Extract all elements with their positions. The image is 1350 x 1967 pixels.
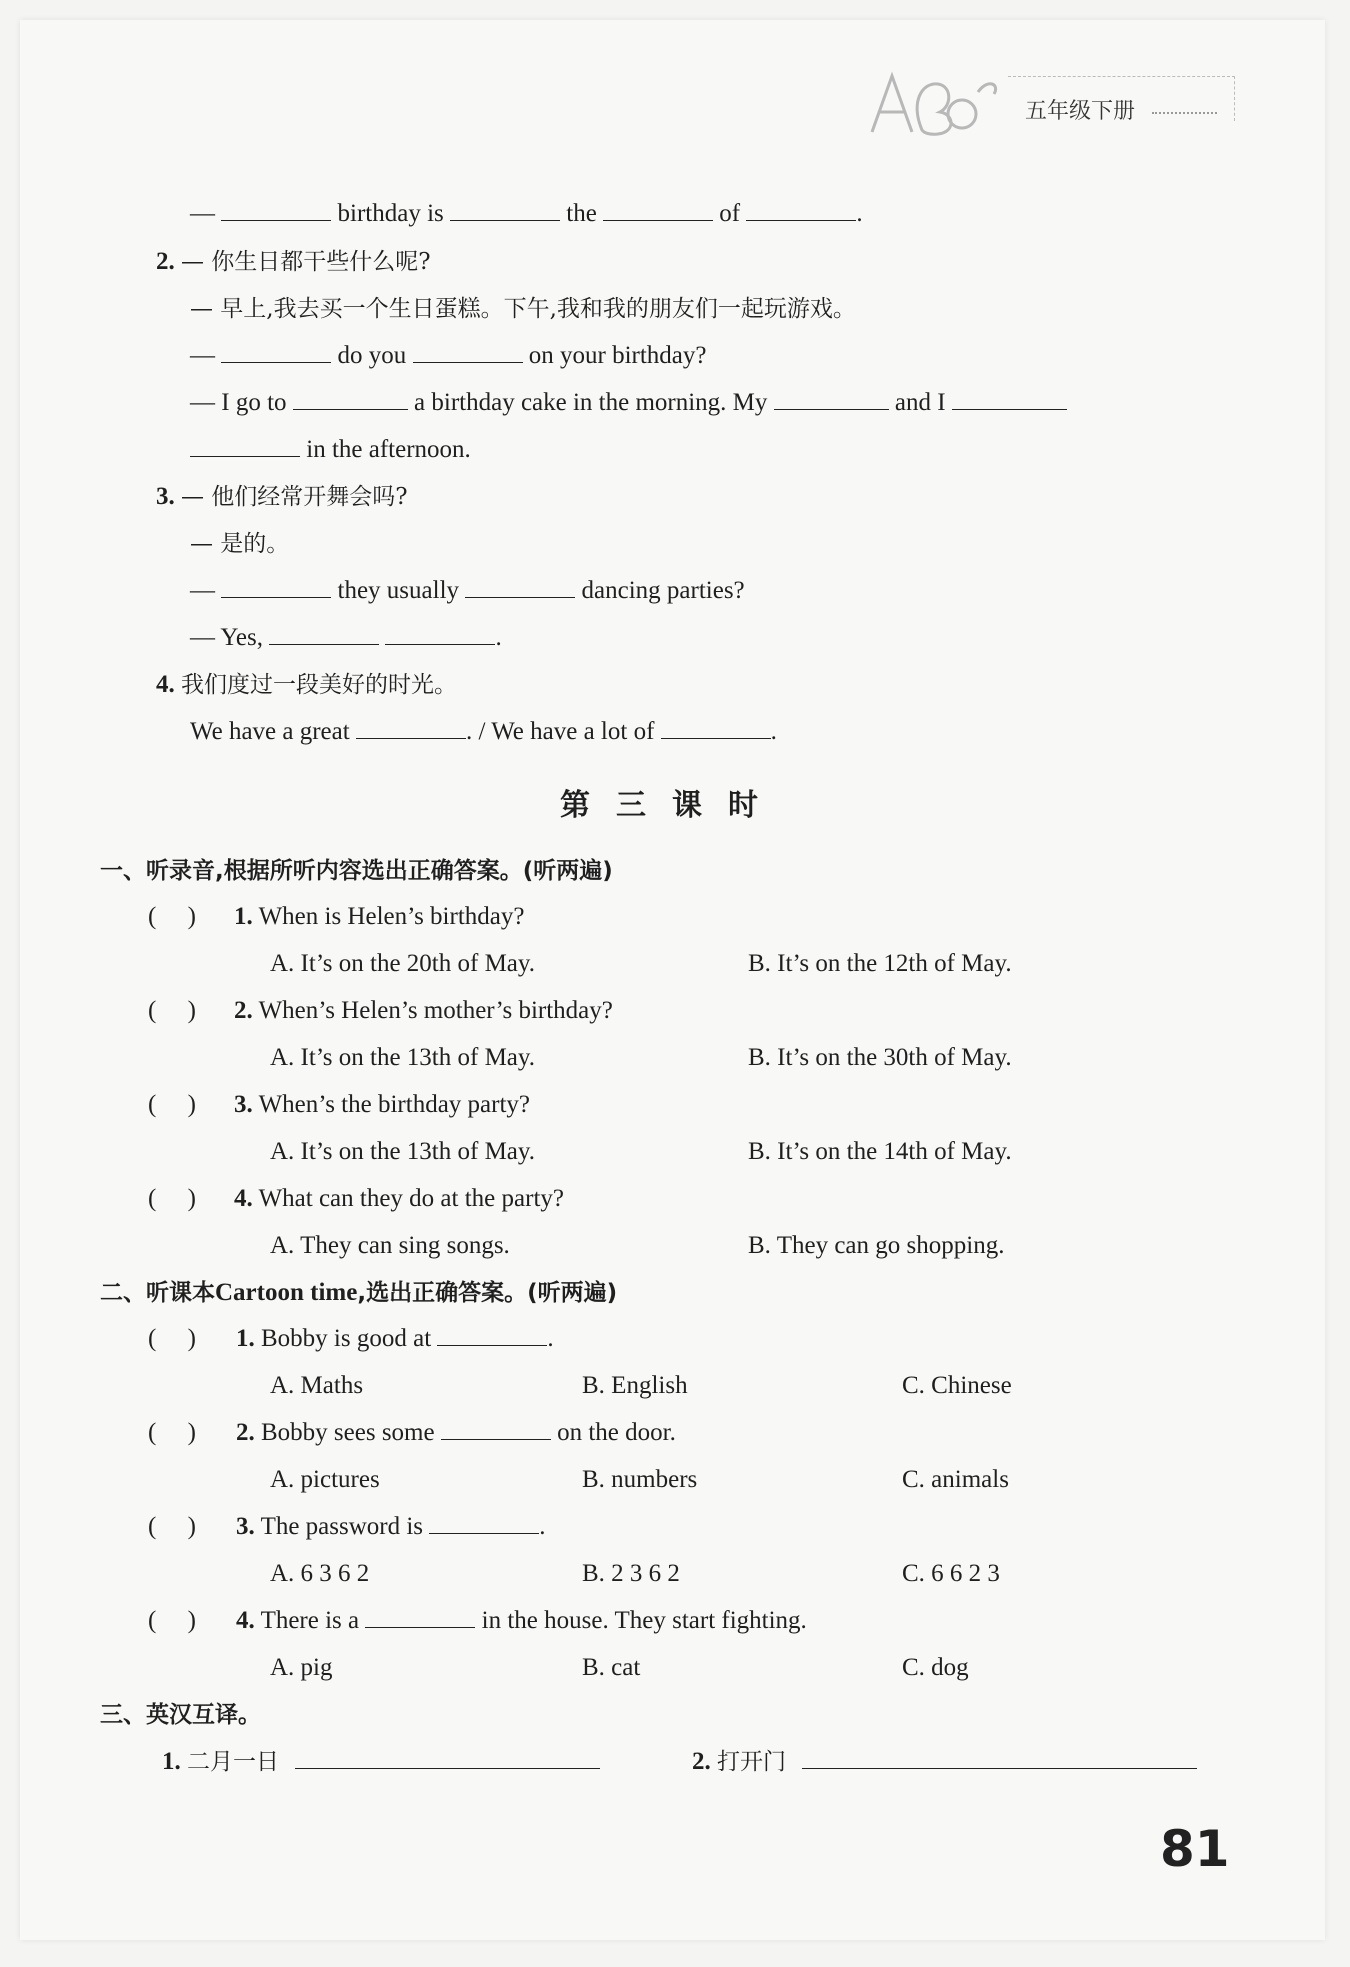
answer-blank[interactable] bbox=[365, 1605, 475, 1628]
s1-q4 bbox=[234, 1183, 564, 1215]
option-a: A. Maths bbox=[270, 1372, 364, 1399]
question-text: in the house. They start fighting. bbox=[481, 1607, 807, 1634]
text: on your birthday? bbox=[528, 342, 707, 369]
title-text: 二、听课本 bbox=[100, 1280, 215, 1306]
question-number: 2. bbox=[236, 1419, 255, 1446]
question-text: There is a bbox=[260, 1607, 360, 1634]
text: they usually bbox=[337, 577, 460, 604]
page-header bbox=[860, 62, 1240, 142]
option-b: B. numbers bbox=[582, 1466, 698, 1493]
section2-title bbox=[100, 1277, 617, 1309]
s2-q2 bbox=[236, 1417, 676, 1449]
series-logo bbox=[860, 62, 1010, 142]
question-text: When’s Helen’s mother’s birthday? bbox=[258, 997, 613, 1024]
text: a birthday cake in the morning. My bbox=[414, 389, 768, 416]
question-number: 3. bbox=[236, 1513, 255, 1540]
answer-blank[interactable] bbox=[437, 1323, 547, 1346]
chinese-text: 打开门 bbox=[717, 1749, 786, 1775]
text: — Yes, bbox=[190, 624, 263, 651]
option-b: B. cat bbox=[582, 1654, 641, 1681]
q2-en-answer-line2 bbox=[190, 434, 471, 466]
q2-cn-question bbox=[156, 246, 431, 278]
s2-q4 bbox=[236, 1605, 807, 1637]
chinese-text: — 你生日都干些什么呢? bbox=[181, 249, 431, 275]
option-a: A. pig bbox=[270, 1654, 333, 1681]
q2-cn-answer: — 早上,我去买一个生日蛋糕。下午,我和我的朋友们一起玩游戏。 bbox=[190, 296, 856, 322]
question-number: 3. bbox=[156, 483, 175, 510]
q3-cn-question bbox=[156, 481, 408, 513]
answer-blank[interactable] bbox=[952, 387, 1067, 410]
s2-q3 bbox=[236, 1511, 546, 1543]
answer-blank[interactable] bbox=[385, 622, 495, 645]
dash: — bbox=[190, 577, 215, 604]
header-dots bbox=[1152, 112, 1217, 114]
question-number: 1. bbox=[236, 1325, 255, 1352]
question-text: When is Helen’s birthday? bbox=[258, 903, 525, 930]
chinese-text: — 他们经常开舞会吗? bbox=[181, 484, 408, 510]
q3-en-question bbox=[190, 575, 745, 607]
question-text: What can they do at the party? bbox=[258, 1185, 564, 1212]
answer-blank[interactable] bbox=[429, 1511, 539, 1534]
option-b: B. It’s on the 14th of May. bbox=[748, 1138, 1012, 1165]
answer-paren[interactable]: ( ) bbox=[148, 1607, 196, 1634]
option-b: B. 2 3 6 2 bbox=[582, 1560, 680, 1587]
answer-paren[interactable]: ( ) bbox=[148, 1185, 196, 1212]
section1-title: 一、听录音,根据所听内容选出正确答案。(听两遍) bbox=[100, 858, 613, 884]
option-b: B. They can go shopping. bbox=[748, 1232, 1005, 1259]
q4-en bbox=[190, 716, 777, 748]
grade-label: 五年级下册 bbox=[1025, 99, 1136, 124]
s3-q2 bbox=[692, 1746, 1197, 1778]
option-a: A. 6 3 6 2 bbox=[270, 1560, 370, 1587]
option-b: B. It’s on the 30th of May. bbox=[748, 1044, 1012, 1071]
answer-blank[interactable] bbox=[190, 434, 300, 457]
text: — I go to bbox=[190, 389, 287, 416]
option-a: A. They can sing songs. bbox=[270, 1232, 510, 1259]
s1-q3 bbox=[234, 1089, 530, 1121]
answer-line[interactable] bbox=[295, 1746, 600, 1769]
dash: — bbox=[190, 200, 215, 227]
s1-q1 bbox=[234, 901, 524, 933]
chinese-text: 二月一日 bbox=[187, 1749, 279, 1775]
question-text: Bobby sees some bbox=[261, 1419, 435, 1446]
page-number: 81 bbox=[1160, 1820, 1230, 1878]
answer-paren[interactable]: ( ) bbox=[148, 1325, 196, 1352]
text: the bbox=[566, 200, 597, 227]
option-c: C. dog bbox=[902, 1654, 969, 1681]
option-a: A. It’s on the 13th of May. bbox=[270, 1044, 536, 1071]
question-number: 1. bbox=[162, 1748, 181, 1775]
text: in the afternoon. bbox=[306, 436, 471, 463]
question-number: 4. bbox=[156, 671, 175, 698]
chinese-text: 我们度过一段美好的时光。 bbox=[181, 672, 457, 698]
answer-blank[interactable] bbox=[603, 198, 713, 221]
option-a: A. pictures bbox=[270, 1466, 380, 1493]
answer-blank[interactable] bbox=[356, 716, 466, 739]
question-number: 1. bbox=[234, 903, 253, 930]
question-text: . bbox=[539, 1513, 546, 1540]
q2-en-answer-line1 bbox=[190, 387, 1067, 419]
answer-line[interactable] bbox=[802, 1746, 1197, 1769]
q2-en-question bbox=[190, 340, 706, 372]
question-number: 2. bbox=[234, 997, 253, 1024]
question-number: 3. bbox=[234, 1091, 253, 1118]
answer-blank[interactable] bbox=[269, 622, 379, 645]
question-number: 4. bbox=[234, 1185, 253, 1212]
option-c: C. Chinese bbox=[902, 1372, 1012, 1399]
answer-blank[interactable] bbox=[413, 340, 523, 363]
question-text: Bobby is good at bbox=[261, 1325, 432, 1352]
option-b: B. English bbox=[582, 1372, 688, 1399]
q3-en-answer bbox=[190, 622, 502, 654]
q3-cn-answer: — 是的。 bbox=[190, 531, 290, 557]
answer-blank[interactable] bbox=[746, 198, 856, 221]
question-number: 4. bbox=[236, 1607, 255, 1634]
text: birthday is bbox=[337, 200, 444, 227]
q4-cn bbox=[156, 669, 457, 701]
lesson-title: 第三课时 bbox=[560, 788, 784, 823]
text: . bbox=[770, 718, 777, 745]
answer-blank[interactable] bbox=[221, 340, 331, 363]
text: . bbox=[856, 200, 863, 227]
question-text: When’s the birthday party? bbox=[258, 1091, 530, 1118]
text: . bbox=[495, 624, 502, 651]
section3-title: 三、英汉互译。 bbox=[100, 1702, 261, 1728]
q1-answer-line bbox=[190, 198, 863, 230]
question-text: The password is bbox=[260, 1513, 424, 1540]
answer-blank[interactable] bbox=[221, 575, 331, 598]
s1-q2 bbox=[234, 995, 613, 1027]
text: and I bbox=[894, 389, 946, 416]
title-text: ,选出正确答案。(听两遍) bbox=[357, 1280, 618, 1306]
option-a: A. It’s on the 13th of May. bbox=[270, 1138, 536, 1165]
answer-paren[interactable]: ( ) bbox=[148, 903, 196, 930]
answer-paren[interactable]: ( ) bbox=[148, 1419, 196, 1446]
answer-paren[interactable]: ( ) bbox=[148, 1513, 196, 1540]
option-c: C. animals bbox=[902, 1466, 1009, 1493]
answer-blank[interactable] bbox=[450, 198, 560, 221]
question-text: . bbox=[547, 1325, 554, 1352]
s3-q1 bbox=[162, 1746, 600, 1778]
text: do you bbox=[337, 342, 407, 369]
answer-paren[interactable]: ( ) bbox=[148, 997, 196, 1024]
s2-q1 bbox=[236, 1323, 554, 1355]
question-text: on the door. bbox=[557, 1419, 676, 1446]
text: . / We have a lot of bbox=[465, 718, 655, 745]
answer-blank[interactable] bbox=[221, 198, 331, 221]
option-b: B. It’s on the 12th of May. bbox=[748, 950, 1012, 977]
question-number: 2. bbox=[156, 248, 175, 275]
text: dancing parties? bbox=[581, 577, 745, 604]
answer-paren[interactable]: ( ) bbox=[148, 1091, 196, 1118]
option-a: A. It’s on the 20th of May. bbox=[270, 950, 536, 977]
answer-blank[interactable] bbox=[441, 1417, 551, 1440]
dash: — bbox=[190, 342, 215, 369]
answer-blank[interactable] bbox=[465, 575, 575, 598]
answer-blank[interactable] bbox=[774, 387, 889, 410]
text: We have a great bbox=[190, 718, 350, 745]
text: of bbox=[719, 200, 741, 227]
title-english: Cartoon time bbox=[215, 1279, 358, 1306]
option-c: C. 6 6 2 3 bbox=[902, 1560, 1000, 1587]
answer-blank[interactable] bbox=[661, 716, 771, 739]
question-number: 2. bbox=[692, 1748, 711, 1775]
answer-blank[interactable] bbox=[293, 387, 408, 410]
